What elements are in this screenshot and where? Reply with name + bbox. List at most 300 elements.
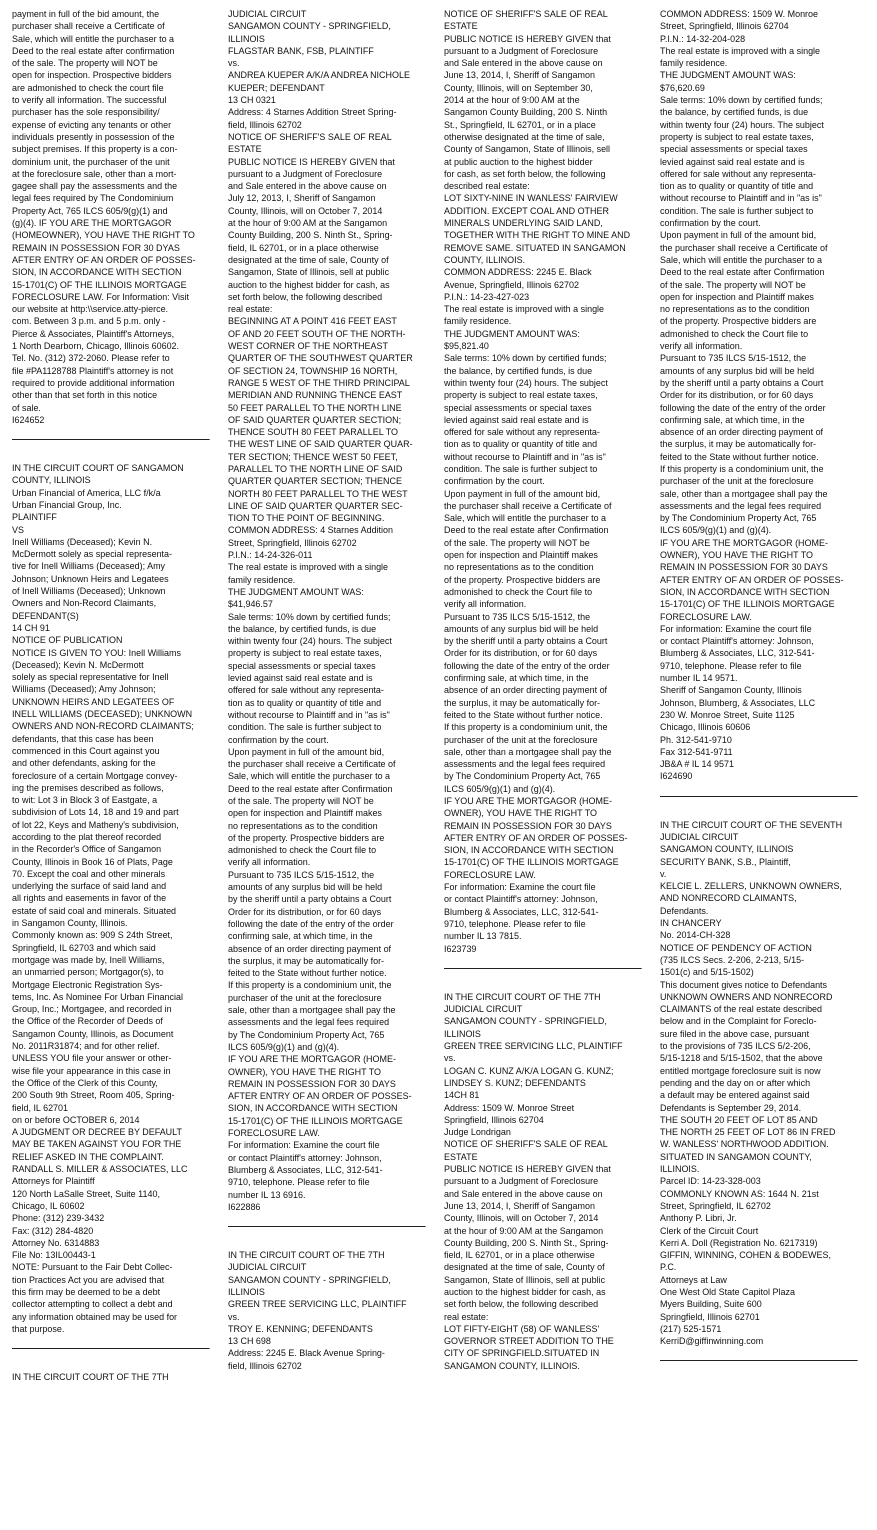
- notice-text-line: THE WEST LINE OF SAID QUARTER QUAR-: [228, 439, 413, 450]
- legal-notice-block: [444, 8, 642, 955]
- notice-text-line: absence of an order directing payment of: [444, 685, 608, 696]
- notice-text-line: Clerk of the Circuit Court: [660, 1225, 759, 1236]
- notice-text-line: vs.: [228, 58, 240, 69]
- notice-text-line: Deed to the real estate after Confirmation: [444, 525, 609, 536]
- notice-text-line: auction to the highest bidder for cash, as: [444, 1286, 606, 1297]
- notice-text-line: feited to the State without further notice.: [660, 451, 819, 462]
- notice-text-line: GREEN TREE SERVICING LLC, PLAINTIFF: [444, 1041, 623, 1052]
- notice-text-line: Street, Springfield, Illinois 62704: [660, 21, 789, 32]
- notice-text-line: NOTICE IS GIVEN TO YOU: Inell Williams: [12, 647, 181, 658]
- notice-text-line: our website at http:\\service.atty-pierce.: [12, 304, 169, 315]
- notice-text-line: ILLINOIS.: [660, 1164, 700, 1175]
- notice-text-line: ILCS 605/9(g)(1) and (g)(4).: [660, 525, 772, 536]
- legal-notice-block: [660, 819, 858, 1348]
- notice-text-line: County of Sangamon, State of Illinois, sell: [444, 144, 611, 155]
- notice-text-line: JB&A # IL 14 9571: [660, 759, 734, 770]
- notice-text-line: special assessments or special taxes: [444, 402, 592, 413]
- notice-text-line: Judge Londrigan: [444, 1127, 511, 1138]
- notice-text-line: Upon payment in full of the amount bid,: [444, 488, 601, 499]
- notice-text-line: open for inspection and Plaintiff makes: [660, 291, 814, 302]
- notice-text-line: offered for sale without any representa-: [228, 685, 384, 696]
- notice-text-line: designated at the time of sale, County of: [444, 1262, 605, 1273]
- notice-text-line: 70. Except the coal and other minerals: [12, 868, 166, 879]
- notice-text-line: ILCS 605/9(g)(1) and (g)(4).: [228, 1041, 340, 1052]
- notice-text-line: number IL 13 7815.: [444, 931, 522, 942]
- notice-text-line: the balance, by certified funds, is due: [444, 365, 593, 376]
- notice-text-line: absence of an order directing payment of: [660, 427, 824, 438]
- notice-text-line: pursuant to a Judgment of Foreclosure: [228, 168, 383, 179]
- notice-text-line: to wit: Lot 3 in Block 3 of Eastgate, a: [12, 795, 158, 806]
- notice-text-line: SANGAMON COUNTY - SPRINGFIELD,: [228, 21, 391, 32]
- notice-text-line: field, IL 62701, or in a place otherwise: [444, 1250, 595, 1261]
- notice-text-line: the purchaser shall receive a Certificate of: [444, 500, 612, 511]
- notice-text-line: without recourse to Plaintiff and in "as is": [444, 451, 606, 462]
- notice-text-line: Mortgage Electronic Registration Sys-: [12, 979, 163, 990]
- notice-text-line: Upon payment in full of the amount bid,: [228, 746, 385, 757]
- notice-text-line: Property Act, 765 ILCS 605/9(g)(1) and: [12, 205, 168, 216]
- notice-text-line: July 12, 2013, I, Sheriff of Sangamon: [228, 193, 376, 204]
- notice-text-line: IF YOU ARE THE MORTGAGOR (HOME-: [660, 537, 828, 548]
- notice-text-line: $41,946.57: [228, 599, 273, 610]
- legal-notice-block: [228, 1249, 426, 1372]
- notice-text-line: of the sale. The property will NOT be: [444, 537, 590, 548]
- notice-text-line: verify all information.: [660, 341, 743, 352]
- notice-text-line: I622886: [228, 1201, 261, 1212]
- notice-text-line: (217) 525-1571: [660, 1323, 722, 1334]
- notice-text-line: or contact Plaintiff's attorney: Johnson,: [444, 894, 598, 905]
- notice-text-line: Sale terms: 10% down by certified funds;: [444, 353, 607, 364]
- notice-text-line: no representations as to the condition: [444, 562, 594, 573]
- notice-text-line: Sale, which will entitle the purchaser to a: [12, 33, 175, 44]
- notice-text-line: admonished to check the Court file to: [660, 328, 809, 339]
- notice-text-line: the Office of the Clerk of this County,: [12, 1077, 158, 1088]
- notice-text-line: Chicago, Illinois 60606: [660, 722, 751, 733]
- notice-text-line: NOTICE OF PUBLICATION: [12, 635, 123, 646]
- notice-text-line: NOTICE OF SHERIFF'S SALE OF REAL: [228, 131, 392, 142]
- notice-text-line: SITUATED IN SANGAMON COUNTY,: [660, 1151, 812, 1162]
- notice-text-line: sale, other than a mortgagee shall pay the: [228, 1005, 396, 1016]
- notice-text-line: County Building, 200 S. Ninth St., Spring-: [444, 1237, 609, 1248]
- notice-text-line: by The Condominium Property Act, 765: [444, 771, 601, 782]
- notice-text-line: mortgage was made by, Inell Williams,: [12, 954, 165, 965]
- notice-text-line: LINE OF SAID QUARTER QUARTER SEC-: [228, 500, 403, 511]
- notice-text-line: offered for sale without any representa-: [444, 427, 600, 438]
- notice-text-line: the surplus, it may be automatically for-: [228, 955, 385, 966]
- notice-text-line: of the sale. The property will NOT be: [660, 279, 806, 290]
- notice-text-line: pending and the day on or after which: [660, 1077, 811, 1088]
- notice-text-line: and other defendants, asking for the: [12, 758, 156, 769]
- notice-text-line: Sheriff of Sangamon County, Illinois: [660, 685, 802, 696]
- notice-text-line: 200 South 9th Street, Room 405, Spring-: [12, 1090, 175, 1101]
- notice-text-line: Tel. No. (312) 372-2060. Please refer to: [12, 353, 170, 364]
- notice-text-line: collector attempting to collect a debt and: [12, 1299, 173, 1310]
- notice-text-line: ing the premises described as follows,: [12, 782, 164, 793]
- notice-text-line: GIFFIN, WINNING, COHEN & BODEWES,: [660, 1250, 831, 1261]
- notice-text-line: feited to the State without further notice.: [444, 709, 603, 720]
- notice-text-line: absence of an order directing payment of: [228, 943, 392, 954]
- notice-text-line: 15-1701(C) OF THE ILLINOIS MORTGAGE: [12, 279, 187, 290]
- notice-text-line: MINERALS UNDERLYING SAID LAND,: [444, 218, 603, 229]
- notice-separator-rule: [660, 796, 858, 797]
- text-column-2: [228, 8, 426, 1530]
- notice-text-line: June 13, 2014, I, Sheriff of Sangamon: [444, 1200, 595, 1211]
- notice-text-line: UNLESS YOU file your answer or other-: [12, 1053, 172, 1064]
- notice-text-line: 15-1701(C) OF THE ILLINOIS MORTGAGE: [228, 1115, 403, 1126]
- notice-text-line: Defendants.: [660, 905, 709, 916]
- notice-text-line: PUBLIC NOTICE IS HEREBY GIVEN that: [444, 33, 611, 44]
- notice-text-line: (g)(4). IF YOU ARE THE MORTGAGOR: [12, 218, 172, 229]
- notice-text-line: If this property is a condominium unit, the: [660, 463, 824, 474]
- notice-text-line: I624690: [660, 771, 693, 782]
- notice-text-line: within twenty four (24) hours. The subject: [228, 636, 392, 647]
- notice-text-line: Springfield, Illinois 62701: [660, 1311, 760, 1322]
- notice-text-line: COMMONLY KNOWN AS: 1644 N. 21st: [660, 1188, 819, 1199]
- notice-text-line: Ph. 312-541-9710: [660, 734, 732, 745]
- notice-text-line: purchaser of the unit at the foreclosure: [660, 476, 814, 487]
- notice-text-line: REMAIN IN POSSESSION FOR 30 DYAS: [12, 242, 180, 253]
- notice-text-line: other than that set forth in this notice: [12, 390, 158, 401]
- notice-text-line: sure filed in the above case, pursuant: [660, 1028, 810, 1039]
- notice-text-line: or contact Plaintiff's attorney: Johnson,: [660, 636, 814, 647]
- notice-text-line: admonished to check the Court file to: [444, 586, 593, 597]
- notice-text-line: Sale, which will entitle the purchaser to a: [228, 771, 391, 782]
- notice-text-line: levied against said real estate and is: [660, 156, 805, 167]
- notice-text-line: OF SAID QUARTER QUARTER SECTION;: [228, 414, 402, 425]
- notice-text-line: underlying the surface of said land and: [12, 881, 167, 892]
- notice-text-line: real estate:: [228, 304, 273, 315]
- notice-text-line: NOTICE OF PENDENCY OF ACTION: [660, 942, 812, 953]
- notice-text-line: THE SOUTH 20 FEET OF LOT 85 AND: [660, 1114, 818, 1125]
- notice-text-line: AFTER ENTRY OF AN ORDER OF POSSES-: [12, 254, 196, 265]
- notice-text-line: confirmation by the court.: [228, 734, 329, 745]
- notice-text-line: TOGETHER WITH THE RIGHT TO MINE AND: [444, 230, 631, 241]
- notice-text-line: verify all information.: [228, 857, 311, 868]
- notice-text-line: 120 North LaSalle Street, Suite 1140,: [12, 1188, 160, 1199]
- notice-text-line: open for inspection and Plaintiff makes: [444, 550, 598, 561]
- notice-text-line: field, Illinois 62702: [228, 119, 302, 130]
- notice-text-line: on or before OCTOBER 6, 2014: [12, 1114, 140, 1125]
- notice-text-line: defendants, that this case has been: [12, 733, 154, 744]
- notice-text-line: expense of evicting any tenants or other: [12, 119, 172, 130]
- notice-text-line: without recourse to Plaintiff and in "as is": [660, 193, 822, 204]
- notice-text-line: number IL 13 6916.: [228, 1189, 306, 1200]
- notice-text-line: all rights and easements in favor of the: [12, 893, 167, 904]
- notice-text-line: IN THE CIRCUIT COURT OF THE 7TH: [228, 1250, 385, 1261]
- notice-text-line: File No: 13IL00443-1: [12, 1250, 96, 1261]
- notice-text-line: UNKNOWN HEIRS AND LEGATEES OF: [12, 696, 175, 707]
- notice-text-line: tion Practices Act you are advised that: [12, 1274, 165, 1285]
- notice-text-line: a default may be entered against said: [660, 1090, 810, 1101]
- notice-text-line: P.I.N.: 14-32-204-028: [660, 33, 746, 44]
- notice-text-line: 13 CH 698: [228, 1336, 271, 1347]
- notice-text-line: IN THE CIRCUIT COURT OF SANGAMON: [12, 463, 184, 474]
- notice-text-line: field, IL 62701: [12, 1102, 69, 1113]
- notice-text-line: estate of said coal and minerals. Situated: [12, 905, 177, 916]
- notice-text-line: set forth below, the following described: [228, 291, 383, 302]
- notice-text-line: The real estate is improved with a single: [444, 304, 605, 315]
- notice-text-line: confirming sale, at which time, in the: [228, 931, 373, 942]
- notice-text-line: Attorneys for Plaintiff: [12, 1176, 95, 1187]
- notice-text-line: pursuant to a Judgment of Foreclosure: [444, 45, 599, 56]
- notice-text-line: FORECLOSURE LAW.: [444, 869, 536, 880]
- notice-text-line: A JUDGMENT OR DECREE BY DEFAULT: [12, 1127, 182, 1138]
- notice-text-line: PLAINTIFF: [12, 512, 57, 523]
- notice-text-line: SANGAMON COUNTY - SPRINGFIELD,: [444, 1016, 607, 1027]
- notice-text-line: $95,821.40: [444, 341, 489, 352]
- notice-text-line: Blumberg & Associates, LLC, 312-541-: [660, 648, 815, 659]
- notice-text-line: by the sheriff until a party obtains a Court: [228, 894, 392, 905]
- notice-text-line: Phone: (312) 239-3432: [12, 1213, 105, 1224]
- notice-text-line: 1501(c) and 5/15-1502): [660, 967, 754, 978]
- notice-text-line: to the provisions of 735 ILCS 5/2-206,: [660, 1041, 811, 1052]
- notice-text-line: NORTH 80 FEET PARALLEL TO THE WEST: [228, 488, 408, 499]
- notice-text-line: Johnson, Blumberg, & Associates, LLC: [660, 697, 816, 708]
- notice-text-line: designated at the time of sale, County of: [228, 254, 389, 265]
- notice-text-line: file #PA1128788 Plaintiff's attorney is not: [12, 365, 174, 376]
- notice-text-line: tion as to quality or quantity of title and: [228, 697, 382, 708]
- notice-text-line: For information: Examine the court file: [228, 1140, 380, 1151]
- notice-text-line: Johnson; Unknown Heirs and Legatees: [12, 573, 169, 584]
- notice-text-line: levied against said real estate and is: [444, 414, 589, 425]
- notice-text-line: 15-1701(C) OF THE ILLINOIS MORTGAGE: [444, 857, 619, 868]
- notice-text-line: ESTATE: [444, 21, 478, 32]
- notice-text-line: County, Illinois, will on October 7, 2014: [444, 1213, 599, 1224]
- notice-text-line: COMMON ADDRESS: 1509 W. Monroe: [660, 9, 819, 19]
- notice-text-line: property is subject to real estate taxes,: [444, 390, 598, 401]
- notice-text-line: assessments and the legal fees required: [228, 1017, 390, 1028]
- notice-text-line: Street, Springfield, IL 62702: [660, 1200, 771, 1211]
- notice-text-line: number IL 14 9571.: [660, 673, 738, 684]
- notice-text-line: any information obtained may be used for: [12, 1311, 178, 1322]
- notice-text-line: Order for its distribution, or for 60 days: [660, 390, 814, 401]
- notice-text-line: RANGE 5 WEST OF THE THIRD PRINCIPAL: [228, 377, 410, 388]
- notice-text-line: Springfield, IL 62703 and which said: [12, 942, 156, 953]
- notice-text-line: open for inspection. Prospective bidders: [12, 70, 172, 81]
- notice-text-line: Avenue, Springfield, Illinois 62702: [444, 279, 579, 290]
- notice-text-line: COMMON ADDRESS: 2245 E. Black: [444, 267, 592, 278]
- notice-text-line: tion as to quality or quantity of title and: [444, 439, 598, 450]
- notice-text-line: payment in full of the bid amount, the: [12, 9, 160, 19]
- notice-text-line: in the Recorder's Office of Sangamon: [12, 844, 162, 855]
- notice-text-line: the surplus, it may be automatically for-: [444, 697, 601, 708]
- notice-text-line: confirmation by the court.: [444, 476, 545, 487]
- notice-text-line: sale, other than a mortgagee shall pay the: [444, 746, 612, 757]
- notice-text-line: AFTER ENTRY OF AN ORDER OF POSSES-: [444, 832, 628, 843]
- notice-text-line: Sangamon, State of Illinois, sell at public: [444, 1274, 606, 1285]
- notice-text-line: W. WANLESS' NORTHWOOD ADDITION.: [660, 1139, 829, 1150]
- notice-text-line: If this property is a condominium unit, the: [444, 722, 608, 733]
- notice-text-line: confirming sale, at which time, in the: [444, 673, 589, 684]
- notice-text-line: feited to the State without further notice.: [228, 968, 387, 979]
- legal-notice-block: [228, 8, 426, 1213]
- notice-text-line: ILLINOIS: [444, 1028, 481, 1039]
- notice-text-line: 14 CH 91: [12, 622, 50, 633]
- notice-text-line: CLAIMANTS of the real estate described: [660, 1004, 823, 1015]
- notice-text-line: ILCS 605/9(g)(1) and (g)(4).: [444, 783, 556, 794]
- notice-text-line: (HOMEOWNER), YOU HAVE THE RIGHT TO: [12, 230, 195, 241]
- notice-text-line: of lot 22, Keys and Matheny's subdivision,: [12, 819, 179, 830]
- notice-text-line: 1 North Dearborn, Chicago, Illinois 60602.: [12, 341, 180, 352]
- notice-text-line: QUARTER OF THE SOUTHWEST QUARTER: [228, 353, 413, 364]
- notice-text-line: COUNTY, ILLINOIS.: [444, 254, 526, 265]
- notice-text-line: THE JUDGMENT AMOUNT WAS:: [228, 586, 364, 597]
- notice-text-line: Pursuant to 735 ILCS 5/15-1512, the: [444, 611, 591, 622]
- notice-text-line: special assessments or special taxes: [228, 660, 376, 671]
- notice-text-line: purchaser of the unit at the foreclosure: [444, 734, 598, 745]
- notice-text-line: If this property is a condominium unit, the: [228, 980, 392, 991]
- text-column-4: [660, 8, 858, 1530]
- notice-text-line: REMOVE SAME. SITUATED IN SANGAMON: [444, 242, 626, 253]
- notice-text-line: JUDICIAL CIRCUIT: [228, 9, 307, 19]
- notice-text-line: GOVERNOR STREET ADDITION TO THE: [444, 1336, 614, 1347]
- notice-text-line: Street, Springfield, Illinois 62702: [228, 537, 357, 548]
- notice-text-line: property is subject to real estate taxes,: [660, 131, 814, 142]
- notice-text-line: OWNERS AND NON-RECORD CLAIMANTS;: [12, 721, 194, 732]
- notice-text-line: the purchaser shall receive a Certificate of: [660, 242, 828, 253]
- notice-separator-rule: [228, 1226, 426, 1227]
- notice-text-line: v.: [660, 868, 667, 879]
- notice-separator-rule: [444, 968, 642, 969]
- notice-text-line: tive for Inell Williams (Deceased); Amy: [12, 561, 166, 572]
- notice-text-line: AFTER ENTRY OF AN ORDER OF POSSES-: [228, 1091, 412, 1102]
- notice-text-line: KUEPER; DEFENDANT: [228, 82, 325, 93]
- notice-text-line: Deed to the real estate after confirmation: [12, 45, 175, 56]
- notice-text-line: PUBLIC NOTICE IS HEREBY GIVEN that: [228, 156, 395, 167]
- notice-text-line: The real estate is improved with a single: [228, 562, 389, 573]
- notice-text-line: admonished to check the Court file to: [228, 845, 377, 856]
- notice-text-line: Sangamon, State of Illinois, sell at public: [228, 267, 390, 278]
- notice-text-line: INELL WILLIAMS (DECEASED); UNKNOWN: [12, 709, 193, 720]
- notice-text-line: condition. The sale is further subject to: [660, 205, 814, 216]
- notice-text-line: by The Condominium Property Act, 765: [228, 1029, 385, 1040]
- notice-text-line: DEFENDANT(S): [12, 610, 79, 621]
- notice-text-line: For information: Examine the court file: [660, 623, 812, 634]
- notice-text-line: set forth below, the following described: [444, 1299, 599, 1310]
- notice-text-line: in Sangamon County, Illinois.: [12, 918, 128, 929]
- notice-text-line: NOTE: Pursuant to the Fair Debt Collec-: [12, 1262, 173, 1273]
- notice-text-line: ESTATE: [444, 1151, 478, 1162]
- notice-text-line: 50 FEET PARALLEL TO THE NORTH LINE: [228, 402, 402, 413]
- notice-text-line: legal fees required by The Condominium: [12, 193, 174, 204]
- notice-text-line: VS: [12, 524, 24, 535]
- notice-text-line: OWNER), YOU HAVE THE RIGHT TO: [444, 808, 598, 819]
- notice-text-line: THENCE SOUTH 80 FEET PARALLEL TO: [228, 427, 398, 438]
- notice-text-line: commenced in this Court against you: [12, 745, 160, 756]
- notice-text-line: Sale, which will entitle the purchaser to a: [660, 254, 823, 265]
- notice-text-line: by the sheriff until a party obtains a Court: [660, 377, 824, 388]
- notice-text-line: field, IL 62701, or in a place otherwise: [228, 242, 379, 253]
- notice-text-line: open for inspection and Plaintiff makes: [228, 808, 382, 819]
- notice-text-line: Urban Financial Group, Inc.: [12, 499, 122, 510]
- notice-text-line: LINDSEY S. KUNZ; DEFENDANTS: [444, 1077, 586, 1088]
- notice-text-line: entitled mortgage foreclosure suit is now: [660, 1065, 821, 1076]
- notice-text-line: the balance, by certified funds, is due: [228, 623, 377, 634]
- notice-text-line: following the date of the entry of the order: [660, 402, 826, 413]
- notice-text-line: Sangamon County, Illinois, as Document: [12, 1028, 174, 1039]
- notice-text-line: property is subject to real estate taxes,: [228, 648, 382, 659]
- notice-text-line: below and in the Complaint for Foreclo-: [660, 1016, 817, 1027]
- notice-text-line: condition. The sale is further subject to: [228, 722, 382, 733]
- notice-text-line: no representations as to the condition: [228, 820, 378, 831]
- notice-text-line: WEST CORNER OF THE NORTHEAST: [228, 341, 388, 352]
- legal-notice-block: [12, 462, 210, 1335]
- notice-text-line: at the hour of 9:00 AM at the Sangamon: [228, 218, 388, 229]
- notice-text-line: family residence.: [228, 574, 296, 585]
- notice-text-line: COMMON ADDRESS: 4 Starnes Addition: [228, 525, 394, 536]
- notice-text-line: Fax 312-541-9711: [660, 746, 733, 757]
- notice-text-line: com. Between 3 p.m. and 5 p.m. only -: [12, 316, 166, 327]
- notice-text-line: SANGAMON COUNTY - SPRINGFIELD,: [228, 1274, 391, 1285]
- notice-text-line: 15-1701(C) OF THE ILLINOIS MORTGAGE: [660, 599, 835, 610]
- notice-text-line: This document gives notice to Defendants: [660, 979, 828, 990]
- notice-text-line: 5/15-1218 and 5/15-1502, that the above: [660, 1053, 823, 1064]
- notice-text-line: St., Springfield, IL 62701, or in a place: [444, 119, 596, 130]
- notice-text-line: according to the plat thereof recorded: [12, 832, 162, 842]
- notice-text-line: to verify all information. The successful: [12, 95, 167, 106]
- notice-text-line: Myers Building, Suite 600: [660, 1299, 762, 1310]
- notice-text-line: foreclosure of a certain Mortgage convey-: [12, 770, 178, 781]
- notice-text-line: and Sale entered in the above cause on: [444, 1188, 603, 1199]
- notice-text-line: the Office of the Recorder of Deeds of: [12, 1016, 163, 1027]
- notice-text-line: solely as special representative for Inell: [12, 672, 169, 683]
- notice-separator-rule: [12, 439, 210, 440]
- notice-text-line: IF YOU ARE THE MORTGAGOR (HOME-: [444, 796, 612, 806]
- notice-text-line: verify all information.: [444, 599, 527, 610]
- notice-text-line: 9710, telephone. Please refer to file: [444, 918, 586, 929]
- notice-text-line: No. 2011R31874; and for other relief.: [12, 1041, 160, 1052]
- notice-text-line: this firm may be deemed to be a debt: [12, 1286, 161, 1297]
- notice-separator-rule: [660, 1360, 858, 1361]
- notice-text-line: purchaser of the unit at the foreclosure: [228, 992, 382, 1003]
- notice-text-line: 9710, telephone. Please refer to file: [660, 660, 802, 671]
- notice-text-line: of the sale. The property will NOT be: [12, 58, 158, 69]
- notice-text-line: amounts of any surplus bid will be held: [660, 365, 815, 376]
- notice-text-line: SECURITY BANK, S.B., Plaintiff,: [660, 856, 791, 867]
- notice-text-line: Inell Williams (Deceased); Kevin N.: [12, 536, 153, 547]
- notice-text-line: special assessments or special taxes: [660, 144, 808, 155]
- notice-text-line: QUARTER QUARTER SECTION; THENCE: [228, 476, 402, 487]
- notice-text-line: amounts of any surplus bid will be held: [444, 623, 599, 634]
- notice-text-line: NOTICE OF SHERIFF'S SALE OF REAL: [444, 9, 608, 19]
- notice-text-line: (735 ILCS Secs. 2-206, 2-213, 5/15-: [660, 954, 805, 965]
- notice-text-line: SANGAMON COUNTY, ILLINOIS: [660, 844, 794, 855]
- notice-text-line: at the foreclosure sale, other than a mort-: [12, 168, 177, 179]
- notice-text-line: subject premises. If this property is a con-: [12, 144, 178, 155]
- notice-text-line: 9710, telephone. Please refer to file: [228, 1177, 370, 1188]
- notice-text-line: of sale.: [12, 402, 41, 413]
- notice-text-line: FORECLOSURE LAW. For Information: Visit: [12, 291, 189, 302]
- notice-text-line: PARALLEL TO THE NORTH LINE OF SAID: [228, 463, 403, 474]
- notice-text-line: condition. The sale is further subject to: [444, 463, 598, 474]
- notice-text-line: at the hour of 9:00 AM at the Sangamon: [444, 1225, 604, 1236]
- notice-text-line: for cash, as set forth below, the following: [444, 168, 606, 179]
- legal-notice-block: [660, 8, 858, 783]
- notice-text-line: $76,620.69: [660, 82, 705, 93]
- notice-text-line: One West Old State Capitol Plaza: [660, 1286, 795, 1297]
- notice-text-line: IN CHANCERY: [660, 918, 722, 929]
- notice-text-line: 14CH 81: [444, 1090, 480, 1101]
- notice-text-line: are admonished to check the court file: [12, 82, 164, 93]
- notice-text-line: Pierce & Associates, Plaintiff's Attorneys,: [12, 328, 175, 339]
- notice-text-line: tems, Inc. As Nominee For Urban Financial: [12, 991, 183, 1002]
- notice-text-line: FORECLOSURE LAW.: [660, 611, 752, 622]
- notice-text-line: MAY BE TAKEN AGAINST YOU FOR THE: [12, 1139, 182, 1150]
- notice-text-line: Pursuant to 735 ILCS 5/15-1512, the: [228, 869, 375, 880]
- notice-text-line: BEGINNING AT A POINT 416 FEET EAST: [228, 316, 397, 327]
- notice-text-line: The real estate is improved with a single: [660, 45, 821, 56]
- notice-text-line: by the sheriff until a party obtains a Court: [444, 636, 608, 647]
- notice-text-line: subdivision of Lots 14, 18 and 19 and part: [12, 807, 179, 818]
